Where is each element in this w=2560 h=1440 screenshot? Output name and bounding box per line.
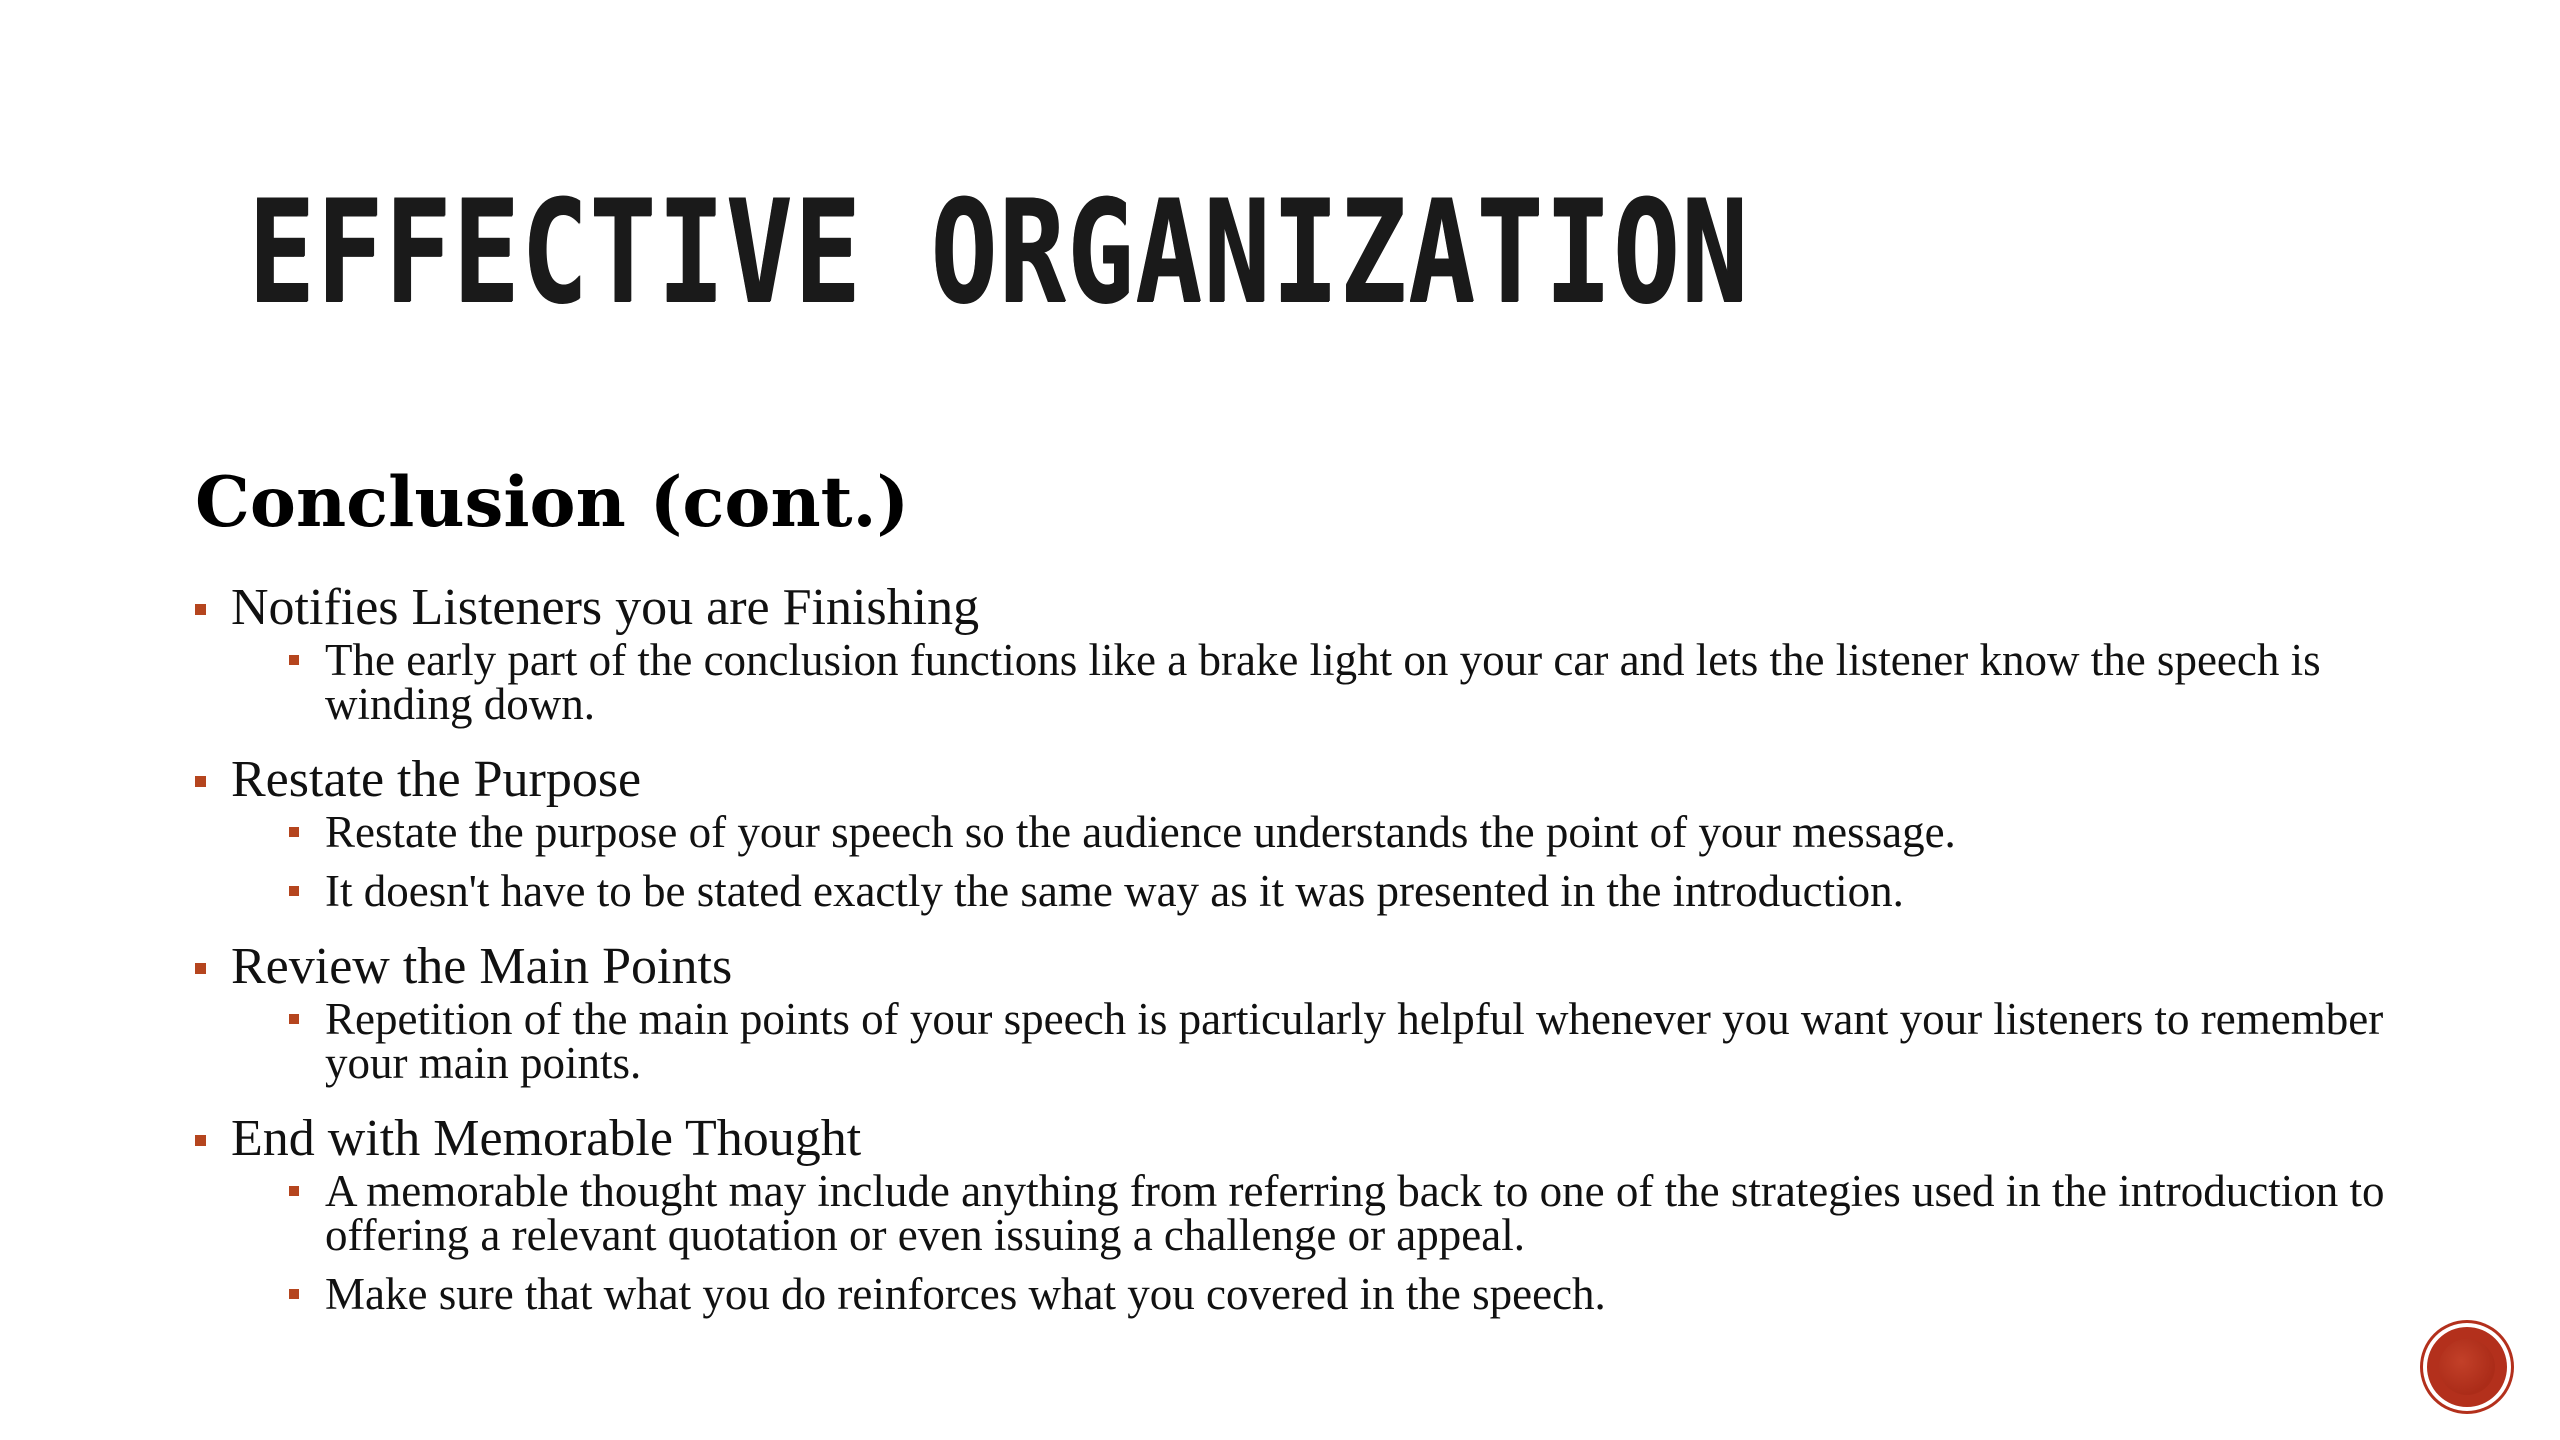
sub-bullet-item (289, 994, 2435, 1088)
square-bullet-icon (289, 1014, 299, 1024)
sub-bullet-text: A memorable thought may include anything from referring back to one of the strategies used in the introduction to offering a relevant quotation or even issuing a challenge or appeal. (325, 1166, 2385, 1260)
sub-bullet-text: Make sure that what you do reinforces what you covered in the speech. (325, 1269, 1606, 1319)
sub-bullet-text: Repetition of the main points of your speech is particularly helpful whenever you want your listeners to remember your main points. (325, 994, 2384, 1088)
slide-title: EFFECTIVE ORGANIZATION (248, 170, 1750, 335)
square-bullet-icon (195, 963, 206, 974)
square-bullet-icon (289, 886, 299, 896)
sub-bullet-item (289, 807, 2435, 857)
sub-bullet-text: Restate the purpose of your speech so the audience understands the point of your message. (325, 807, 1956, 857)
square-bullet-icon (195, 776, 206, 787)
square-bullet-icon (289, 655, 299, 665)
slide-number-badge-icon (2423, 1323, 2511, 1411)
square-bullet-icon (289, 827, 299, 837)
bullet-text: Restate the Purpose (231, 751, 642, 808)
sub-bullet-item (289, 635, 2435, 729)
square-bullet-icon (195, 604, 206, 615)
bullet-list (195, 578, 2435, 1331)
sub-bullet-text: The early part of the conclusion functions like a brake light on your car and lets the listener know the speech is winding down. (325, 635, 2321, 729)
sub-bullet-item (289, 866, 2435, 916)
square-bullet-icon (289, 1186, 299, 1196)
square-bullet-icon (289, 1289, 299, 1299)
sub-bullet-text: It doesn't have to be stated exactly the same way as it was presented in the introduction. (325, 866, 1904, 916)
bullet-text: Notifies Listeners you are Finishing (231, 579, 980, 636)
bullet-item-notifies-listeners (195, 578, 2435, 729)
bullet-text: Review the Main Points (231, 938, 733, 995)
bullet-item-memorable-thought (195, 1109, 2435, 1319)
bullet-item-restate-purpose (195, 750, 2435, 916)
bullet-item-review-main-points (195, 937, 2435, 1088)
bullet-text: End with Memorable Thought (231, 1110, 862, 1167)
sub-bullet-item (289, 1166, 2435, 1260)
sub-bullet-item (289, 1269, 2435, 1319)
section-heading: Conclusion (cont.) (195, 462, 910, 543)
square-bullet-icon (195, 1135, 206, 1146)
